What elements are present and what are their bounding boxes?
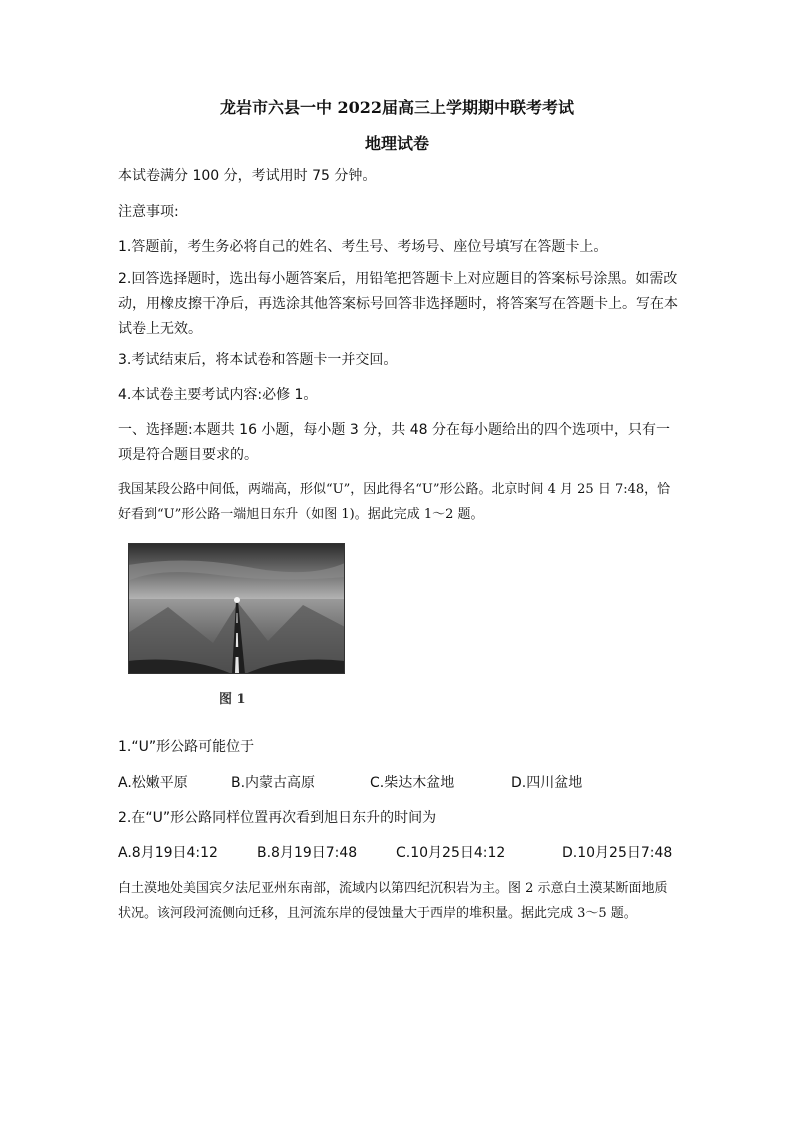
q2-option-c: C.10月25日4:12 <box>396 845 506 861</box>
q1-option-c: C.柴达木盆地 <box>370 775 455 791</box>
q1-option-b: B.内蒙古高原 <box>231 775 316 791</box>
figure-1-photo <box>128 543 345 674</box>
q2-option-b: B.8月19日7:48 <box>257 845 358 861</box>
passage-1: 我国某段公路中间低，两端高，形似“U”，因此得名“U”形公路。北京时间 4 月 25 日 7:48，恰好看到“U”形公路一端旭日东升（如图 1)。据此完成 1～2 题。 <box>118 482 671 522</box>
notes-heading: 注意事项: <box>118 204 179 220</box>
question-2-stem: 2.在“U”形公路同样位置再次看到旭日东升的时间为 <box>118 810 437 826</box>
q1-option-a: A.松嫩平原 <box>118 775 188 791</box>
road-sunrise-image <box>128 543 345 674</box>
note-item-3: 3.考试结束后，将本试卷和答题卡一并交回。 <box>118 352 398 368</box>
intro-text: 本试卷满分 100 分，考试用时 75 分钟。 <box>118 168 377 184</box>
question-1-stem: 1.“U”形公路可能位于 <box>118 739 255 755</box>
exam-subtitle: 地理试卷 <box>364 134 429 153</box>
note-item-4: 4.本试卷主要考试内容:必修 1。 <box>118 387 318 403</box>
q2-option-d: D.10月25日7:48 <box>562 845 673 861</box>
note-item-1: 1.答题前，考生务必将自己的姓名、考生号、考场号、座位号填写在答题卡上。 <box>118 239 608 255</box>
note-item-2: 2.回答选择题时，选出每小题答案后，用铅笔把答题卡上对应题目的答案标号涂黑。如需改动，用橡皮擦干净后，再选涂其他答案标号回答非选择题时，将答案写在答题卡上。写在本试卷上无效。 <box>118 271 678 337</box>
q1-option-d: D.四川盆地 <box>511 775 583 791</box>
exam-title: 龙岩市六县一中 2022届高三上学期期中联考考试 <box>219 98 575 117</box>
passage-2: 白土漠地处美国宾夕法尼亚州东南部，流域内以第四纪沉积岩为主。图 2 示意白土漠某断面地质状况。该河段河流侧向迁移，且河流东岸的侵蚀量大于西岸的堆积量。据此完成 3～5 题。 <box>118 881 668 921</box>
q2-option-a: A.8月19日4:12 <box>118 845 218 861</box>
figure-1-caption: 图 1 <box>219 692 246 707</box>
section-heading: 一、选择题:本题共 16 小题，每小题 3 分，共 48 分在每小题给出的四个选项中，只有一项是符合题目要求的。 <box>118 422 670 463</box>
